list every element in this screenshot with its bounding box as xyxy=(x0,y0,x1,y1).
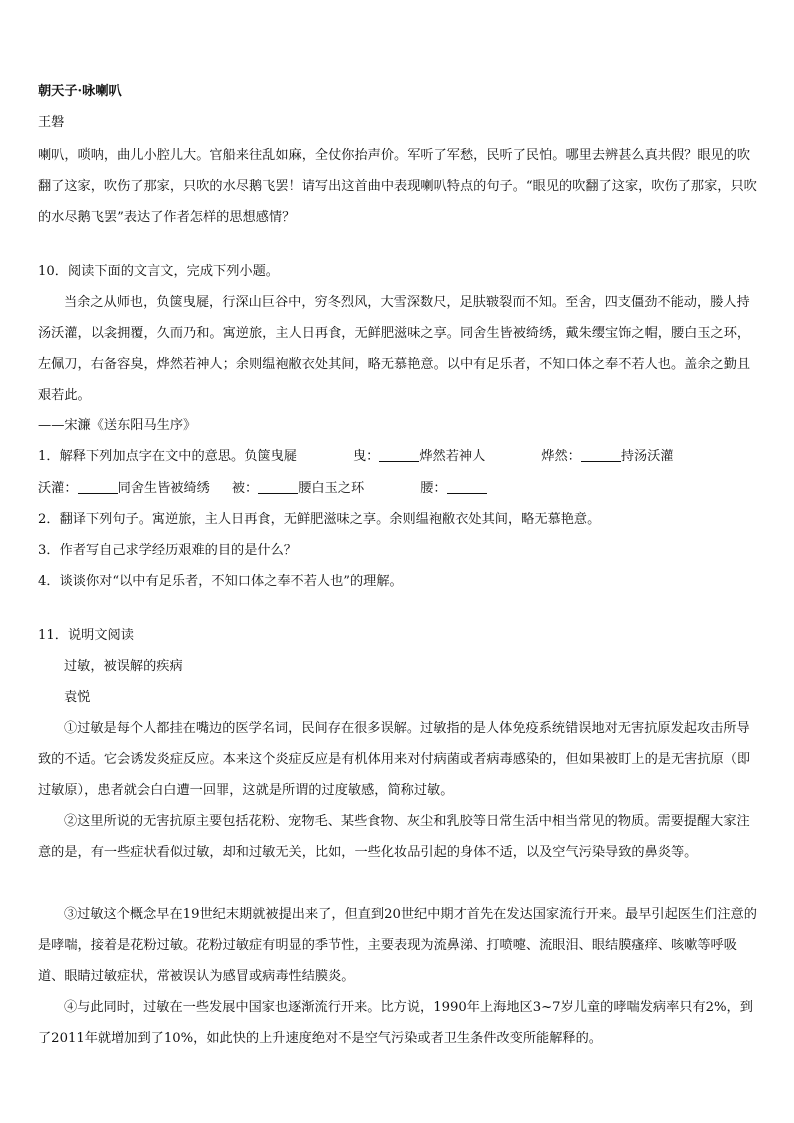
article-paragraph: ③过敏这个概念早在19世纪末期就被提出来了，但直到20世纪中期才首先在发达国家流行开来。最早引起医生们注意的是哮喘，接着是花粉过敏。花粉过敏症有明显的季节性，主要表现为流鼻涕、打喷嚏、流眼泪、眼结膜瘙痒、咳嗽等呼吸道、眼睛过敏症状，常被误认为感冒或病毒性结膜炎。 xyxy=(38,907,757,984)
poem-title: 朝天子·咏喇叭 xyxy=(38,84,122,99)
sub1-item: 持汤沃灌 xyxy=(620,449,674,464)
sub1-item: 腰白玉之环 xyxy=(298,481,365,496)
q10-sub2: 2．翻译下列句子。寓逆旅，主人日再食，无鲜肥滋味之享。余则缊袍敝衣处其间，略无慕艳意。 xyxy=(38,512,601,527)
answer-blank[interactable] xyxy=(581,447,621,462)
article-paragraph: ④与此同时，过敏在一些发展中国家也逐渐流行开来。比方说，1990年上海地区3~7岁儿童的哮喘发病率只有2%，到了2011年就增加到了10%，如此快的上升速度绝对不是空气污染或者卫生条件改变所能解释的。 xyxy=(38,1000,753,1046)
sub1-prefix: 1．解释下列加点字在文中的意思。负箧曳屣 xyxy=(38,449,297,464)
q10-passage: 当余之从师也，负箧曳屣，行深山巨谷中，穷冬烈风，大雪深数尺，足肤皲裂而不知。至舍，四支僵劲不能动，媵人持汤沃灌，以衾拥覆，久而乃和。寓逆旅，主人日再食，无鲜肥滋味之享。同舍生皆被绮绣，戴朱缨宝饰之帽，腰白玉之环，左佩刀，右备容臭，烨然若神人；余则缊袍敝衣处其间，略无慕艳意。以中有足乐者，不知口体之奉不若人也。盖余之勤且艰若此。 xyxy=(38,295,751,403)
sub1-item: 被： xyxy=(231,481,259,496)
poem-text: 喇叭，唢呐，曲儿小腔儿大。官船来往乱如麻，全仗你抬声价。军听了军愁，民听了民怕。哪里去辨甚么真共假？眼见的吹翻了这家，吹伤了那家，只吹的水尽鹅飞罢！请写出这首曲中表现喇叭特点的句子。“眼见的吹翻了这家，吹伤了那家，只吹的水尽鹅飞罢”表达了作者怎样的思想感情？ xyxy=(38,148,757,225)
q10-sub3: 3．作者写自己求学经历艰难的目的是什么？ xyxy=(38,543,297,558)
q10-sub1-line2 xyxy=(38,473,758,504)
answer-blank[interactable] xyxy=(379,447,419,462)
answer-blank[interactable] xyxy=(258,479,298,494)
poem-author: 王磐 xyxy=(38,115,65,130)
sub1-item: 腰： xyxy=(420,481,447,496)
q10-sub4: 4．谈谈你对“以中有足乐者，不知口体之奉不若人也”的理解。 xyxy=(38,574,403,589)
q10-sub1-line1 xyxy=(38,441,758,472)
q10-source: ——宋濂《送东阳马生序》 xyxy=(38,418,197,433)
article-author: 袁悦 xyxy=(64,690,91,705)
answer-blank[interactable] xyxy=(78,479,118,494)
sub1-item: 烨然： xyxy=(541,449,581,464)
article-paragraph: ①过敏是每个人都挂在嘴边的医学名词，民间存在很多误解。过敏指的是人体免疫系统错误地对无害抗原发起攻击所导致的不适。它会诱发炎症反应。本来这个炎症反应是有机体用来对付病菌或者病毒感染的，但如果被盯上的是无害抗原（即过敏原），患者就会白白遭一回罪，这就是所谓的过度敏感，简称过敏。 xyxy=(38,721,751,798)
sub1-item: 同舍生皆被绮绣 xyxy=(117,481,210,496)
article-paragraph: ②这里所说的无害抗原主要包括花粉、宠物毛、某些食物、灰尘和乳胶等日常生活中相当常见的物质。需要提醒大家注意的是，有一些症状看似过敏，却和过敏无关，比如，一些化妆品引起的身体不适，以及空气污染导致的鼻炎等。 xyxy=(38,814,750,860)
sub1-item: 曳： xyxy=(352,449,380,464)
answer-blank[interactable] xyxy=(447,479,487,494)
article-title: 过敏，被误解的疾病 xyxy=(64,659,183,674)
sub1-item: 烨然若神人 xyxy=(419,449,486,464)
q11-heading: 11．说明文阅读 xyxy=(38,628,134,643)
sub1-item: 沃灌： xyxy=(38,481,78,496)
q10-heading: 10．阅读下面的文言文，完成下列小题。 xyxy=(38,264,279,279)
